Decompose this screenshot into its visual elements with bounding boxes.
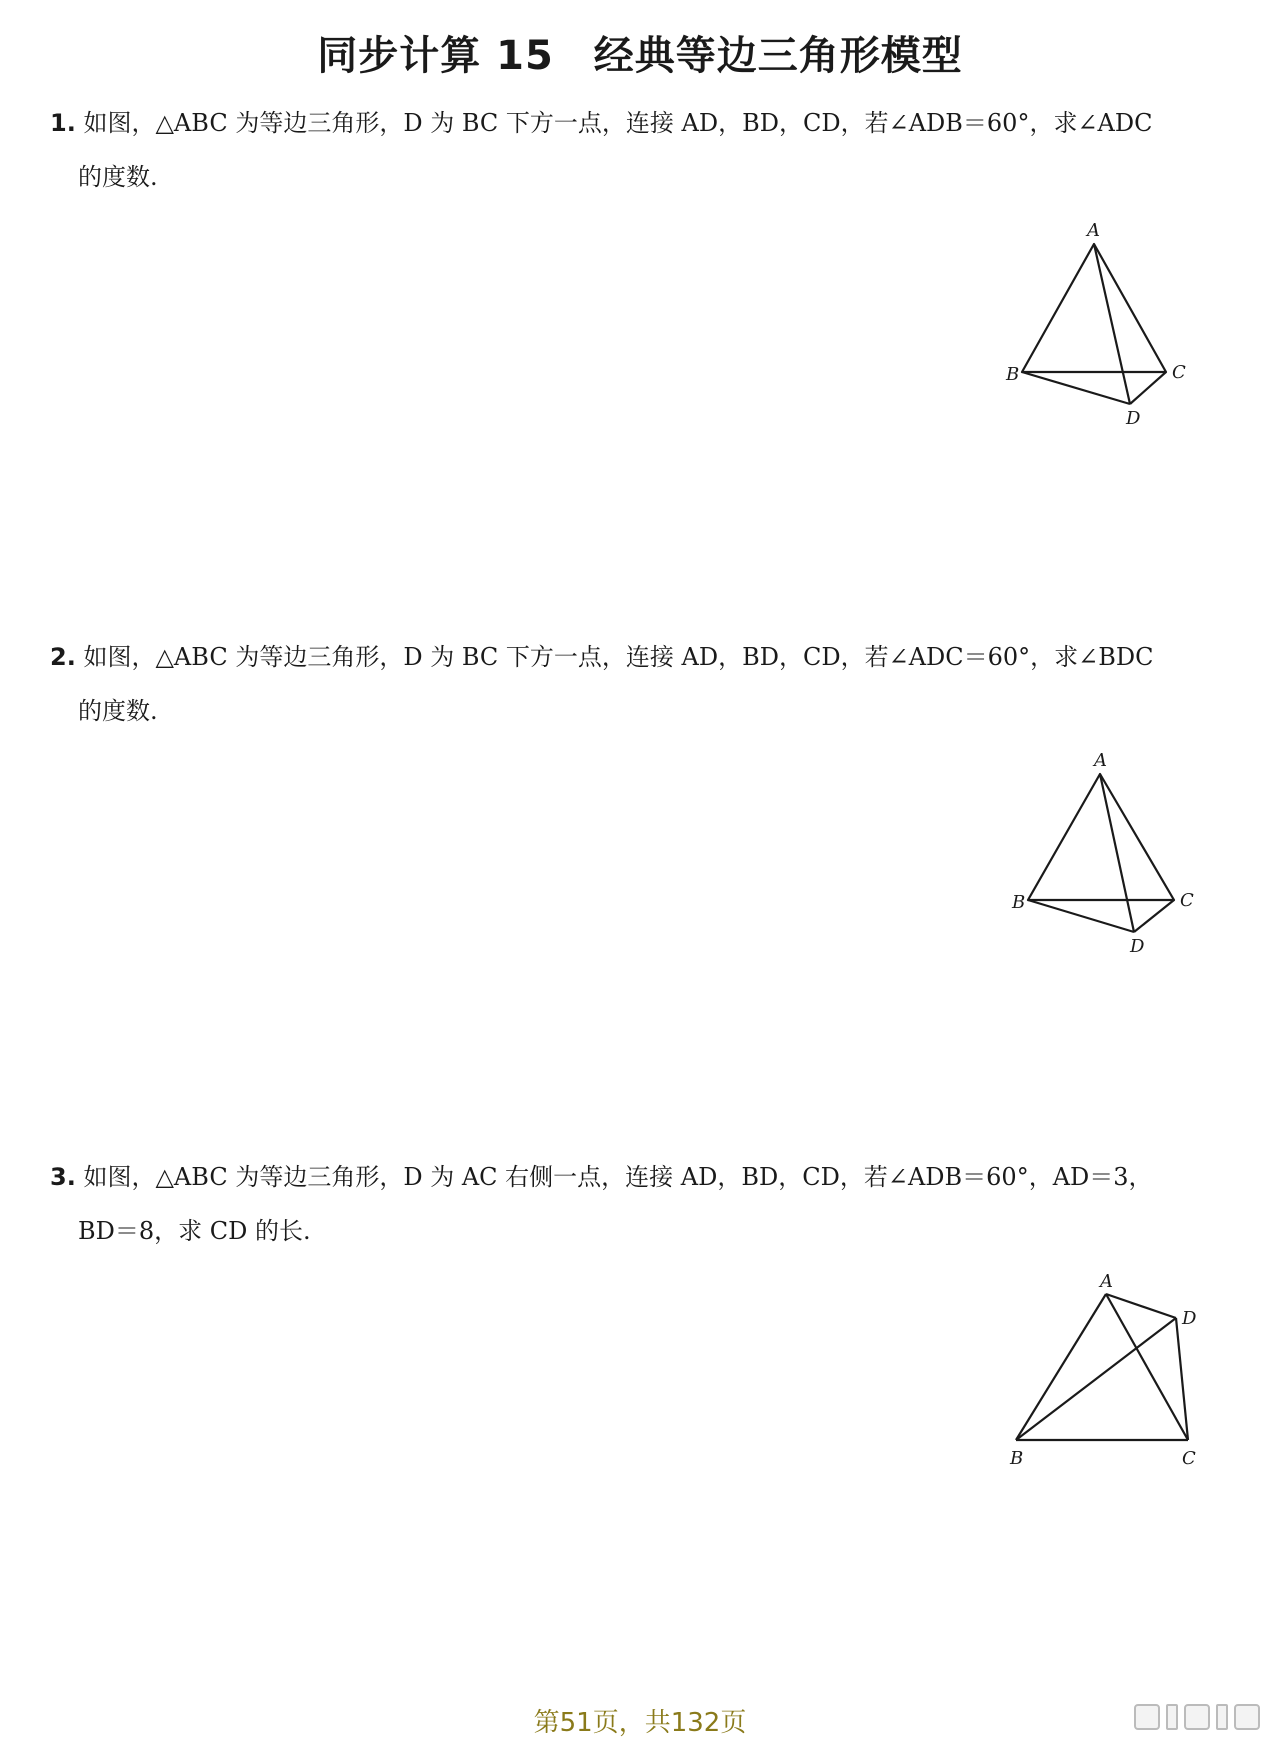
segment-ad	[1100, 774, 1134, 932]
triangle-abc	[1022, 244, 1166, 372]
problem-text-line1: 如图，△ABC 为等边三角形，D 为 BC 下方一点，连接 AD，BD，CD，若∠ADB＝60°，求∠ADC	[83, 109, 1153, 137]
segment-bd	[1016, 1318, 1176, 1440]
page-title	[0, 24, 1280, 81]
viewer-toolbar	[1134, 1704, 1260, 1730]
label-b: B	[1006, 364, 1020, 385]
segment-cd	[1134, 900, 1174, 932]
triangle-abc	[1028, 774, 1174, 900]
problem-1	[50, 96, 1220, 204]
label-b: B	[1012, 892, 1026, 913]
divider-icon	[1216, 1704, 1228, 1730]
label-d: D	[1130, 936, 1145, 957]
label-a: A	[1094, 750, 1107, 771]
problem-number: 2.	[50, 643, 76, 671]
segment-ab	[1016, 1294, 1106, 1440]
figure-3	[1002, 1271, 1222, 1474]
segment-ac	[1106, 1294, 1188, 1440]
title-part1: 同步计算 15	[317, 33, 554, 79]
double-page-icon[interactable]	[1184, 1704, 1210, 1730]
problem-text-line1: 如图，△ABC 为等边三角形，D 为 BC 下方一点，连接 AD，BD，CD，若∠ADC＝60°，求∠BDC	[83, 643, 1154, 671]
label-c: C	[1172, 362, 1186, 383]
segment-cd	[1130, 372, 1166, 404]
problem-number: 1.	[50, 109, 76, 137]
label-b: B	[1010, 1448, 1024, 1469]
segment-bd	[1028, 900, 1134, 932]
problem-text-line2: 的度数.	[78, 697, 158, 725]
segment-ad	[1094, 244, 1130, 404]
figure-2	[1006, 752, 1206, 962]
problem-number: 3.	[50, 1163, 76, 1191]
scroll-view-icon[interactable]	[1234, 1704, 1260, 1730]
title-part2: 经典等边三角形模型	[593, 33, 963, 79]
page-view-icon[interactable]	[1134, 1704, 1160, 1730]
segment-bd	[1022, 372, 1130, 404]
problem-2	[50, 630, 1220, 738]
problem-text-line2: BD＝8，求 CD 的长.	[78, 1217, 311, 1245]
label-d: D	[1182, 1308, 1197, 1329]
problem-text-line2: 的度数.	[78, 163, 158, 191]
label-d: D	[1126, 408, 1141, 429]
label-a: A	[1100, 1271, 1113, 1292]
figure-1	[1000, 222, 1200, 432]
label-c: C	[1180, 890, 1194, 911]
page-indicator: 第51页，共132页	[533, 1708, 747, 1738]
divider-icon	[1166, 1704, 1178, 1730]
problem-text-line1: 如图，△ABC 为等边三角形，D 为 AC 右侧一点，连接 AD，BD，CD，若∠ADB＝60°，AD＝3，	[83, 1163, 1153, 1191]
label-c: C	[1182, 1448, 1196, 1469]
problem-3	[50, 1150, 1220, 1258]
label-a: A	[1087, 220, 1100, 241]
